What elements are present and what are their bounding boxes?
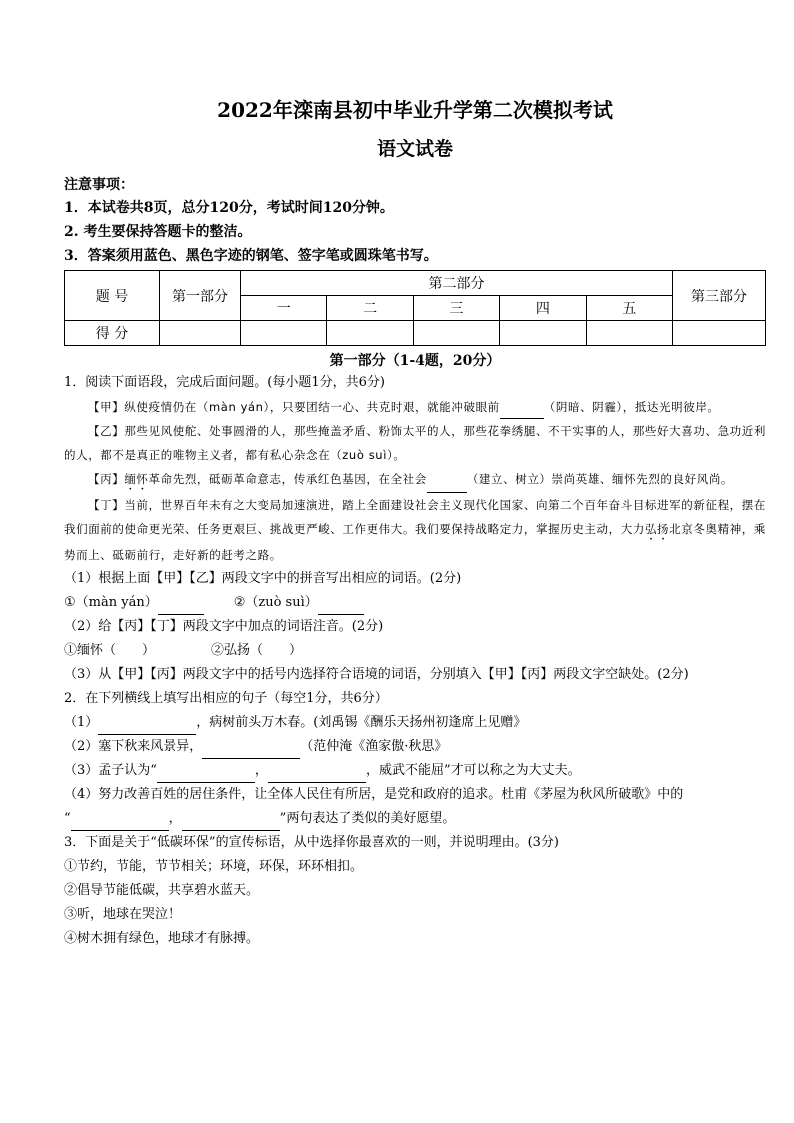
answer-blank[interactable] [157, 768, 255, 783]
question-1-sub2-answers: ①缅怀（ ） ②弘扬（ ） [64, 643, 303, 658]
question-2-s3: （3）孟子认为“ ， ，威武不能屈”才可以称之为大丈夫。 [64, 759, 766, 783]
notice-item: 3．答案须用蓝色、黑色字迹的钢笔、签字笔或圆珠笔书写。 [64, 248, 438, 264]
score-table [64, 270, 766, 346]
dotted-word-mianhuai: 缅怀 [124, 472, 149, 486]
answer-blank[interactable] [202, 744, 300, 759]
exam-subtitle: 语文试卷 [376, 138, 453, 160]
answer-blank[interactable] [427, 478, 467, 493]
row-label-score: 得 分 [65, 321, 160, 346]
score-cell[interactable] [241, 321, 327, 346]
col-part1: 第一部分 [160, 271, 241, 321]
question-1-stem: 1．阅读下面语段，完成后面问题。(每小题1分，共6分) [64, 375, 385, 390]
slogan-option: ③听，地球在哭泣！ [64, 907, 182, 922]
score-cell[interactable] [160, 321, 241, 346]
slogan-option: ②倡导节能低碳，共享碧水蓝天。 [64, 883, 260, 898]
question-1-sub2: （2）给【丙】【丁】两段文字中加点的词语注音。(2分) [64, 619, 384, 634]
answer-blank[interactable] [158, 600, 204, 615]
col-sub-4: 四 [500, 296, 586, 321]
question-2-s4-answers: “ ， ”两句表达了类似的美好愿望。 [64, 807, 766, 831]
score-cell[interactable] [500, 321, 586, 346]
notice-heading: 注意事项： [64, 177, 134, 193]
question-2-s2: （2）塞下秋来风景异， （范仲淹《渔家傲·秋思》 [64, 735, 766, 759]
passage-ding: 【丁】当前，世界百年未有之大变局加速演进，踏上全面建设社会主义现代化国家、向第二个百年奋斗目标进军的新征程，摆在我们面前的使命更光荣、任务更艰巨、挑战更严峻、工作更伟大。我们要保持战略定力，掌握历史主动，大力弘扬北京冬奥精神，乘势而上、砥砺前行，走好新的赶考之路。 [64, 498, 766, 562]
answer-blank[interactable] [182, 816, 280, 831]
notice-item: 2. 考生要保持答题卡的整洁。 [64, 224, 252, 240]
question-1-sub1: （1）根据上面【甲】【乙】两段文字中的拼音写出相应的词语。(2分) [64, 571, 462, 586]
row-label-question: 题 号 [65, 271, 160, 321]
score-cell[interactable] [413, 321, 499, 346]
col-sub-1: 一 [241, 296, 327, 321]
question-2-s1: （1） ，病树前头万木春。(刘禹锡《酬乐天扬州初逢席上见赠》 [64, 711, 766, 735]
notice-item: 1．本试卷共8页，总分120分，考试时间120分钟。 [64, 200, 394, 216]
answer-blank[interactable] [98, 720, 196, 735]
question-1-sub1-answers: ①（màn yán） ②（zuò suì） [64, 591, 766, 615]
question-3-stem: 3．下面是关于“低碳环保”的宣传标语，从中选择你最喜欢的一则，并说明理由。(3分) [64, 835, 559, 850]
col-part2: 第二部分 [241, 271, 673, 296]
answer-blank[interactable] [500, 404, 544, 419]
question-2-s4: （4）努力改善百姓的居住条件，让全体人民住有所居，是党和政府的追求。杜甫《茅屋为秋风所破歌》中的 [64, 787, 684, 802]
exam-page [64, 96, 766, 951]
answer-blank[interactable] [318, 600, 364, 615]
passage-bing: 【丙】缅怀革命先烈，砥砺革命意志，传承红色基因，在全社会 （建立、树立）崇尚英雄、缅怀先烈的良好风尚。 [64, 467, 766, 493]
answer-blank[interactable] [71, 816, 169, 831]
exam-title: 2022年滦南县初中毕业升学第二次模拟考试 [217, 98, 613, 122]
section-heading: 第一部分（1-4题，20分） [329, 353, 501, 369]
col-sub-2: 二 [327, 296, 413, 321]
passage-yi: 【乙】那些见风使舵、处事圆滑的人，那些掩盖矛盾、粉饰太平的人，那些花拳绣腿、不干实事的人，那些好大喜功、急功近利的人，都不是真正的唯物主义者，都有私心杂念在（zuò suì）。 [64, 424, 766, 462]
question-2-stem: 2．在下列横线上填写出相应的句子（每空1分，共6分） [64, 691, 388, 706]
passage-jia: 【甲】纵使疫情仍在（màn yán），只要团结一心、共克时艰，就能冲破眼前 （阴暗、阴霾），抵达光明彼岸。 [64, 395, 766, 419]
question-1-sub3: （3）从【甲】【丙】两段文字中的括号内选择符合语境的词语，分别填入【甲】【丙】两段文字空缺处。(2分) [64, 667, 689, 682]
dotted-word-hongyang: 弘扬 [644, 522, 670, 536]
score-cell[interactable] [673, 321, 766, 346]
col-sub-3: 三 [413, 296, 499, 321]
col-part3: 第三部分 [673, 271, 766, 321]
score-cell[interactable] [327, 321, 413, 346]
col-sub-5: 五 [586, 296, 672, 321]
answer-blank[interactable] [268, 768, 366, 783]
slogan-option: ④树木拥有绿色，地球才有脉搏。 [64, 931, 260, 946]
slogan-option: ①节约，节能，节节相关；环境，环保，环环相扣。 [64, 859, 364, 874]
score-cell[interactable] [586, 321, 672, 346]
